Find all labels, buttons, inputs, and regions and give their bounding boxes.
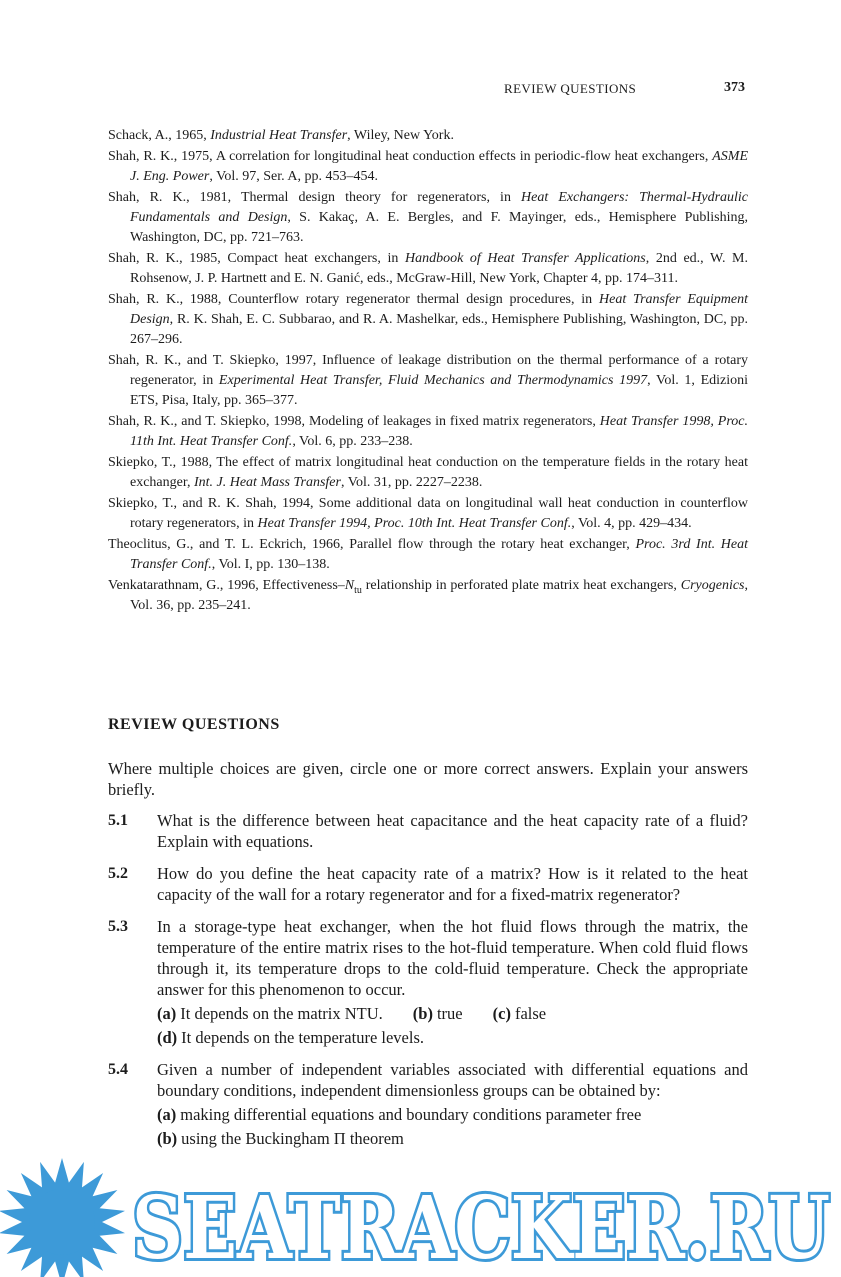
question-item	[108, 863, 748, 905]
reference-list	[108, 126, 748, 617]
option-label: (b)	[412, 1004, 433, 1023]
option-text: It depends on the temperature levels.	[181, 1028, 424, 1047]
answer-option	[493, 1003, 546, 1024]
question-item	[108, 1059, 748, 1149]
reference-entry: Schack, A., 1965, Industrial Heat Transfer, Wiley, New York.	[108, 128, 454, 143]
reference-entry: Shah, R. K., and T. Skiepko, 1997, Influence of leakage distribution on the thermal performance of a rotary regenerator, in Experimental Heat Transfer, Fluid Mechanics and Thermodynamics 1997, Vol. 1, Edizioni ETS, Pisa, Italy, pp. 365–377.	[108, 353, 749, 408]
reference-entry: Skiepko, T., and R. K. Shah, 1994, Some additional data on longitudinal wall heat conduction in counterflow rotary regenerators, in Heat Transfer 1994, Proc. 10th Int. Heat Transfer Conf., Vol. 4, pp. 429–434.	[108, 496, 748, 531]
option-text: true	[436, 1004, 463, 1023]
reference-entry: Shah, R. K., 1981, Thermal design theory for regenerators, in Heat Exchangers: Thermal-Hydraulic Fundamentals and Design, S. Kakaç, A. E. Bergles, and F. Mayinger, eds., Hemisphere Publishing, Washington, DC, pp. 721–763.	[108, 190, 749, 245]
option-text: using the Buckingham Π theorem	[181, 1129, 404, 1148]
option-label: (c)	[492, 1004, 511, 1023]
running-head-title: REVIEW QUESTIONS	[504, 81, 637, 96]
reference-entry: Shah, R. K., and T. Skiepko, 1998, Modeling of leakages in fixed matrix regenerators, Heat Transfer 1998, Proc. 11th Int. Heat Transfer Conf., Vol. 6, pp. 233–238.	[108, 414, 748, 449]
watermark-text: SEATRACKER.RU	[132, 1178, 830, 1277]
reference-entry: Venkatarathnam, G., 1996, Effectiveness–$N_{tu}$ relationship in perforated plate matrix heat exchangers, Cryogenics, Vol. 36, pp. 235–241.	[108, 578, 748, 613]
option-text: false	[514, 1004, 547, 1023]
option-text: making differential equations and boundary conditions parameter free	[180, 1105, 642, 1124]
question-text: What is the difference between heat capacitance and the heat capacity rate of a fluid? Explain with equations.	[157, 811, 748, 851]
reference-entry: Theoclitus, G., and T. L. Eckrich, 1966, Parallel flow through the rotary heat exchanger, Proc. 3rd Int. Heat Transfer Conf., Vol. I, pp. 130–138.	[108, 537, 749, 572]
option-label: (b)	[157, 1129, 178, 1148]
running-head	[0, 80, 841, 100]
answer-option	[157, 1003, 383, 1024]
question-number: 5.3	[108, 918, 128, 935]
section-intro: Where multiple choices are given, circle one or more correct answers. Explain your answers briefly.	[108, 759, 748, 799]
option-label: (a)	[157, 1105, 177, 1124]
question-number: 5.2	[108, 865, 128, 882]
section-heading: REVIEW QUESTIONS	[108, 716, 280, 733]
question-text: Given a number of independent variables associated with differential equations and boundary conditions, independent dimensionless groups can be obtained by:	[157, 1060, 748, 1100]
question-number: 5.1	[108, 812, 128, 829]
question-list	[108, 810, 748, 1160]
option-label: (a)	[157, 1004, 177, 1023]
watermark	[0, 1146, 841, 1277]
question-item	[108, 810, 748, 852]
option-row	[157, 1003, 748, 1024]
question-item	[108, 916, 748, 1048]
reference-entry: Shah, R. K., 1975, A correlation for longitudinal heat conduction effects in periodic-flow heat exchangers, ASME J. Eng. Power, Vol. 97, Ser. A, pp. 453–454.	[108, 149, 748, 184]
reference-entry: Shah, R. K., 1988, Counterflow rotary regenerator thermal design procedures, in Heat Transfer Equipment Design, R. K. Shah, E. C. Subbarao, and R. A. Mashelkar, eds., Hemisphere Publishing, Washington, DC, pp. 267–296.	[108, 292, 748, 347]
question-number: 5.4	[108, 1061, 128, 1078]
option-row	[157, 1027, 748, 1048]
option-label: (d)	[157, 1028, 178, 1047]
answer-option	[157, 1104, 641, 1125]
option-row	[157, 1104, 748, 1125]
question-text: In a storage-type heat exchanger, when the hot fluid flows through the matrix, the temperature of the entire matrix rises to the hot-fluid temperature. When cold fluid flows through it, its temperature drops to the cold-fluid temperature. Check the appropriate answer for this phenomenon to occur.	[157, 917, 748, 999]
option-text: It depends on the matrix NTU.	[180, 1004, 383, 1023]
reference-entry: Shah, R. K., 1985, Compact heat exchangers, in Handbook of Heat Transfer Applications, 2nd ed., W. M. Rohsenow, J. P. Hartnett and E. N. Ganić, eds., McGraw-Hill, New York, Chapter 4, pp. 174–311.	[108, 251, 748, 286]
reference-entry: Skiepko, T., 1988, The effect of matrix longitudinal heat conduction on the temperature fields in the rotary heat exchanger, Int. J. Heat Mass Transfer, Vol. 31, pp. 2227–2238.	[108, 455, 748, 490]
sun-icon	[0, 1158, 125, 1277]
answer-option	[157, 1027, 424, 1048]
answer-option	[413, 1003, 463, 1024]
question-text: How do you define the heat capacity rate of a matrix? How is it related to the heat capacity of the wall for a rotary regenerator and for a fixed-matrix regenerator?	[157, 864, 748, 904]
page-number: 373	[724, 80, 745, 95]
